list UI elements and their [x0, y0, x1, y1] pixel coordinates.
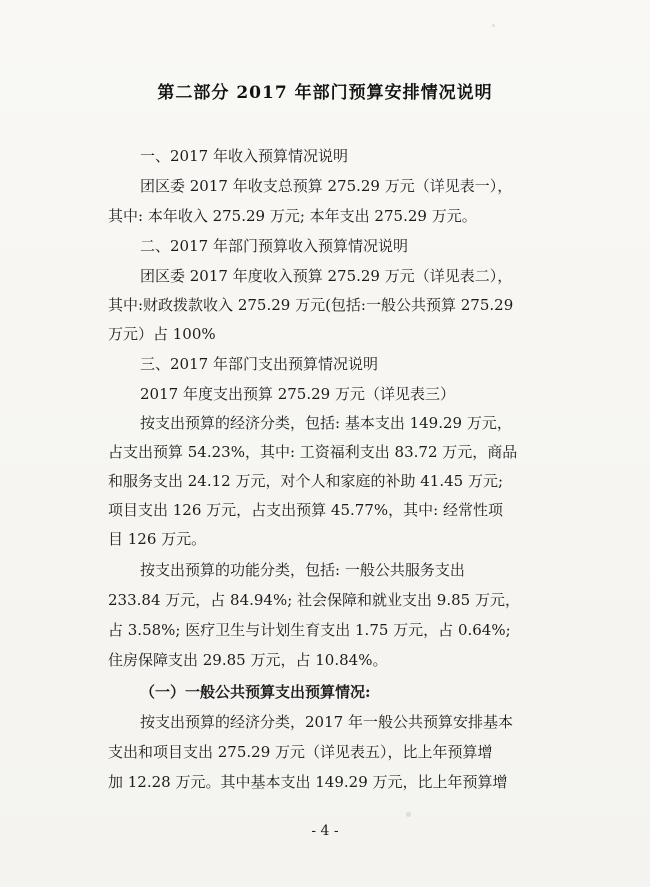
page-number: - 4 - — [311, 823, 339, 839]
text-line: 按支出预算的经济分类，包括: 基本支出 149.29 万元， — [140, 414, 512, 432]
text-line: 住房保障支出 29.85 万元，占 10.84%。 — [108, 651, 388, 669]
text-line: 按支出预算的经济分类，2017 年一般公共预算安排基本 — [140, 713, 513, 731]
section-heading: 一、2017 年收入预算情况说明 — [140, 147, 348, 165]
document-title: 第二部分 2017 年部门预算安排情况说明 — [157, 83, 493, 103]
text-line: 支出和项目支出 275.29 万元（详见表五），比上年预算增 — [108, 743, 493, 761]
section-heading: 三、2017 年部门支出预算情况说明 — [140, 355, 378, 373]
text-line: 其中: 本年收入 275.29 万元; 本年支出 275.29 万元。 — [108, 207, 477, 225]
text-line: 团区委 2017 年度收入预算 275.29 万元（详见表二）， — [140, 267, 513, 285]
text-line: 团区委 2017 年收支总预算 275.29 万元（详见表一）， — [140, 177, 513, 195]
text-line: 2017 年度支出预算 275.29 万元（详见表三） — [140, 385, 455, 403]
subsection-heading: （一）一般公共预算支出预算情况: — [140, 683, 371, 701]
text-line: 和服务支出 24.12 万元，对个人和家庭的补助 41.45 万元; — [108, 472, 504, 490]
scan-speck — [406, 812, 411, 817]
text-line: 目 126 万元。 — [108, 530, 207, 548]
section-heading: 二、2017 年部门预算收入预算情况说明 — [140, 237, 408, 255]
text-line: 233.84 万元，占 84.94%; 社会保障和就业支出 9.85 万元， — [108, 591, 520, 609]
text-line: 项目支出 126 万元，占支出预算 45.77%，其中: 经常性项 — [108, 501, 503, 519]
text-line: 占 3.58%; 医疗卫生与计划生育支出 1.75 万元，占 0.64%; — [108, 621, 511, 639]
text-line: 万元）占 100% — [108, 325, 216, 343]
text-line: 占支出预算 54.23%，其中: 工资福利支出 83.72 万元，商品 — [108, 443, 518, 461]
text-line: 按支出预算的功能分类，包括: 一般公共服务支出 — [140, 561, 465, 579]
scan-speck — [492, 24, 495, 27]
text-line: 加 12.28 万元。其中基本支出 149.29 万元，比上年预算增 — [108, 773, 508, 791]
text-line: 其中:财政拨款收入 275.29 万元(包括:一般公共预算 275.29 — [108, 296, 514, 314]
